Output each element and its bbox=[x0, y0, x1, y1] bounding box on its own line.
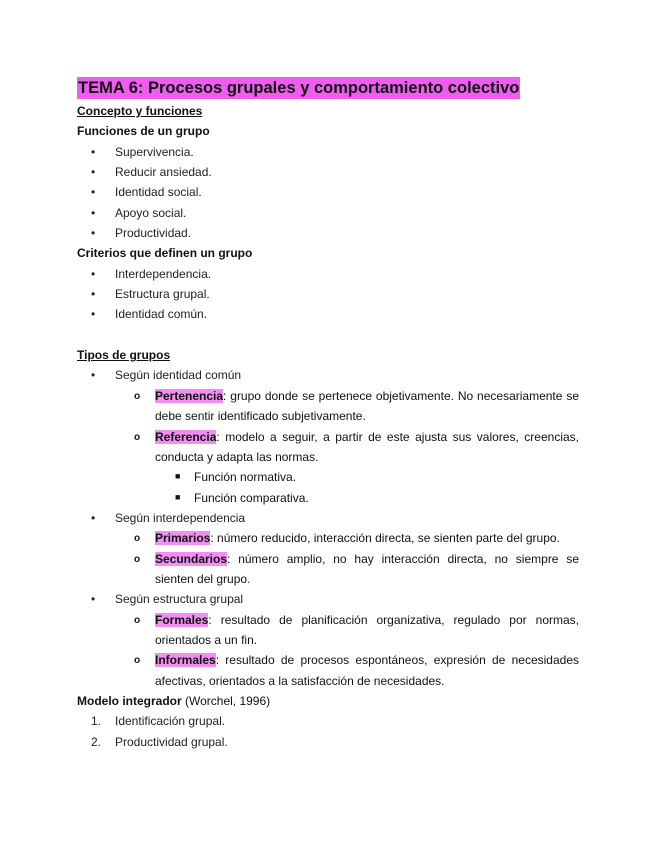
circle-bullet-icon: o bbox=[134, 655, 141, 667]
list-item: ■ Función comparativa. bbox=[77, 488, 579, 508]
bullet-icon: • bbox=[91, 368, 96, 383]
section-heading-concepto: Concepto y funciones bbox=[77, 104, 203, 118]
criterios-list bbox=[77, 264, 579, 325]
list-item: • Identidad común. bbox=[77, 304, 579, 324]
list-item: • Apoyo social. bbox=[77, 203, 579, 223]
funciones-list bbox=[77, 142, 579, 244]
numbered-item: 2. Productividad grupal. bbox=[91, 734, 228, 749]
bullet-icon: • bbox=[91, 226, 96, 241]
list-item: o Informales: resultado de procesos espontáneos, expresión de necesidades afectivas, orientados a la satisfacción de necesidades. bbox=[134, 653, 579, 688]
list-item: ■ Función normativa. bbox=[77, 467, 579, 487]
numbered-item: 1. Identificación grupal. bbox=[91, 714, 226, 729]
circle-bullet-icon: o bbox=[134, 614, 141, 626]
term-highlight: Secundarios bbox=[155, 551, 228, 566]
section-heading-modelo: Modelo integrador (Worchel, 1996) bbox=[77, 693, 271, 708]
document-page bbox=[77, 77, 579, 752]
document-title: TEMA 6: Procesos grupales y comportamiento colectivo bbox=[78, 79, 520, 97]
list-item: • Reducir ansiedad. bbox=[77, 162, 579, 182]
term-highlight: Informales bbox=[155, 653, 216, 668]
bullet-icon: • bbox=[91, 307, 96, 322]
section-heading-tipos: Tipos de grupos bbox=[77, 348, 171, 363]
bullet-icon: • bbox=[91, 266, 96, 281]
circle-bullet-icon: o bbox=[134, 390, 141, 402]
bullet-icon: • bbox=[91, 510, 96, 525]
list-item: • Identidad social. bbox=[77, 182, 579, 202]
square-bullet-icon: ■ bbox=[175, 491, 181, 502]
list-item: o Primarios: número reducido, interacción directa, se sienten parte del grupo. bbox=[77, 528, 579, 548]
bullet-icon: • bbox=[91, 185, 96, 200]
list-item: • Estructura grupal. bbox=[77, 284, 579, 304]
term-highlight: Formales bbox=[155, 612, 209, 627]
list-item: o Formales: resultado de planificación organizativa, regulado por normas, orientados a un fin. bbox=[134, 612, 579, 647]
term-highlight: Primarios bbox=[155, 531, 211, 546]
spacer bbox=[77, 325, 579, 345]
bullet-icon: • bbox=[91, 205, 96, 220]
term-highlight: Referencia bbox=[155, 429, 217, 444]
group-type-interdependencia: • Según interdependencia bbox=[77, 508, 579, 528]
circle-bullet-icon: o bbox=[134, 533, 141, 545]
subheading-criterios: Criterios que definen un grupo bbox=[77, 246, 253, 261]
group-type-identidad: • Según identidad común bbox=[77, 365, 579, 385]
list-item: • Productividad. bbox=[77, 223, 579, 243]
bullet-icon: • bbox=[91, 287, 96, 302]
list-item: o Secundarios: número amplio, no hay interacción directa, no siempre se sienten del grupo. bbox=[134, 551, 579, 586]
list-item: • Supervivencia. bbox=[77, 142, 579, 162]
circle-bullet-icon: o bbox=[134, 431, 141, 443]
bullet-icon: • bbox=[91, 144, 96, 159]
circle-bullet-icon: o bbox=[134, 553, 141, 565]
bullet-icon: • bbox=[91, 592, 96, 607]
group-type-estructura: • Según estructura grupal bbox=[77, 589, 579, 609]
list-item: • Interdependencia. bbox=[77, 264, 579, 284]
list-item: o Pertenencia: grupo donde se pertenece objetivamente. No necesariamente se debe sentir identificado subjetivamente. bbox=[134, 388, 579, 424]
subheading-funciones: Funciones de un grupo bbox=[77, 124, 210, 139]
list-item: o Referencia: modelo a seguir, a partir de este ajusta sus valores, creencias, conducta y adapta las normas. bbox=[134, 429, 579, 464]
bullet-icon: • bbox=[91, 165, 96, 180]
square-bullet-icon: ■ bbox=[175, 471, 181, 482]
term-highlight: Pertenencia bbox=[155, 388, 224, 403]
